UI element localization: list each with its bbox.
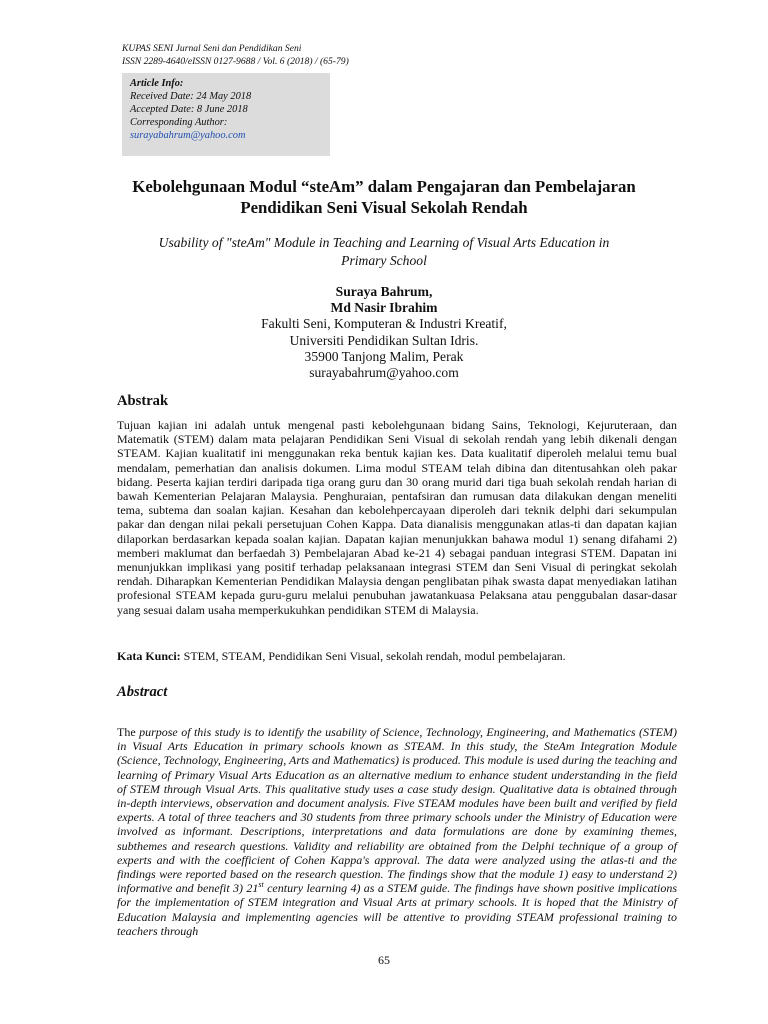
article-info-heading: Article Info: [130, 78, 184, 89]
abstrak-paragraph: Tujuan kajian ini adalah untuk mengenal pasti kebolehgunaan bidang Sains, Teknologi, Kejuruteraan, dan Matematik (STEM) dalam mata pelajaran Pendidikan Seni Visual di sekolah rendah yang lebih dikenali dengan STEAM. Kajian kualitatif ini menggunakan reka bentuk kajian kes. Data kualitatif diperoleh melalui temu bual mendalam, pemerhatian dan analisis dokumen. Lima modul STEAM telah dibina dan ditentusahkan oleh pakar bidang. Peserta kajian terdiri daripada tiga orang guru dan 30 orang murid dari tiga buah sekolah rendah harian di bawah Kementerian Pelajaran Malaysia. Penghuraian, pentafsiran dan rumusan data dilakukan dengan meneliti tema, subtema dan soalan kajian. Kesahan dan kebolehpercayaan diperoleh dari teknik delphi dari sekumpulan pakar dan dengan nilai pekali persetujuan Cohen Kappa. Data dianalisis menggunakan atlas-ti dan dapatan kajian dilaporkan berdasarkan kepada soalan kajian. Dapatan kajian menunjukkan bahawa modul 1) senang difahami 2) memberi maklumat dan berfaedah 3) Pembelajaran Abad ke-21 4) sebagai panduan integrasi STEM. Dapatan ini menunjukkan implikasi yang positif terhadap pelaksanaan integrasi STEM dan Seni Visual di peringkat sekolah rendah. Diharapkan Kementerian Pendidikan Malaysia dengan penglibatan pihak swasta dapat menyediakan latihan profesional STEAM kepada guru-guru melalui penubuhan jawatankuasa Pelaksana atau penggubalan dasar-dasar yang sesuai dalam usaha memperkukuhkan pendidikan STEM di Malaysia. [117, 418, 677, 617]
paper-title-line-2: Pendidikan Seni Visual Sekolah Rendah [240, 198, 528, 217]
author-name-1: Suraya Bahrum, [335, 284, 433, 299]
journal-name: KUPAS SENI Jurnal Seni dan Pendidikan Seni [122, 43, 302, 54]
paper-subtitle-line-2: Primary School [341, 253, 427, 268]
journal-issn: ISSN 2289-4640/eISSN 0127-9688 / Vol. 6 (2018) / (65-79) [122, 55, 349, 67]
abstract-text-part-1: purpose of this study is to identify the usability of Science, Technology, Engineering, and Mathematics (STEM) in Visual Arts Education in primary schools known as STEAM. In this study, the SteAm Integration Module (Science, Technology, Engineering, Arts and Mathematics) is produced. This module is used during the teaching and learning of Primary Visual Arts Education as an alternative medium to enhance student understanding in the field of STEM through Visual Arts. This qualitative study uses a case study design. Qualitative data is obtained through in-depth interviews, observation and document analysis. Five STEAM modules have been built and verified by field experts. A total of three teachers and 30 students from three primary schools under the Ministry of Education were involved as informant. Descriptions, interpretations and data formulations are done by examining themes, subthemes and research questions. Validity and reliability are obtained from the Delphi technique of a group of experts and with the coefficient of Cohen Kappa's approval. The data were analyzed using the atlas-ti and the findings were reported based on the research question. The findings show that the module 1) easy to understand 2) informative and benefit 3) 21 [117, 725, 678, 896]
corresponding-author-label: Corresponding Author: [130, 117, 228, 128]
author-email: surayabahrum@yahoo.com [309, 365, 459, 381]
affiliation-faculty: Fakulti Seni, Komputeran & Industri Kreatif, [261, 316, 507, 332]
keywords-text: STEM, STEAM, Pendidikan Seni Visual, sekolah rendah, modul pembelajaran. [180, 649, 566, 663]
author-name-2: Md Nasir Ibrahim [330, 300, 438, 316]
affiliation-university: Universiti Pendidikan Sultan Idris. [289, 332, 479, 348]
paper-title-line-1: Kebolehgunaan Modul “steAm” dalam Pengajaran dan Pembelajaran [132, 177, 636, 196]
keywords-label: Kata Kunci: [117, 649, 181, 663]
journal-header [122, 43, 349, 68]
keywords-line [117, 649, 566, 664]
abstract-lead: The [117, 725, 140, 739]
abstract-heading: Abstract [117, 684, 168, 700]
corresponding-email-link[interactable]: surayabahrum@yahoo.com [130, 130, 246, 141]
affiliation-address: 35900 Tanjong Malim, Perak [304, 348, 464, 364]
abstract-text-part-2: century learning 4) as a STEM guide. The findings have shown positive implications for the implementation of STEM integration and Visual Arts at primary schools. It is hoped that the Ministry of Education Malaysia and implementing agencies will be attentive to providing STEAM professional training to teachers through [117, 881, 677, 938]
abstrak-heading: Abstrak [117, 393, 169, 409]
author-block [200, 284, 568, 381]
received-date: Received Date: 24 May 2018 [130, 91, 252, 102]
page-number: 65 [378, 953, 390, 967]
accepted-date: Accepted Date: 8 June 2018 [130, 104, 248, 115]
paper-subtitle-line-1: Usability of "steAm" Module in Teaching and Learning of Visual Arts Education in [158, 235, 610, 250]
article-info-box [122, 73, 330, 156]
abstract-paragraph [117, 725, 677, 938]
abstract-superscript: st [258, 880, 264, 890]
paper-title [90, 176, 678, 218]
paper-subtitle [110, 234, 658, 270]
